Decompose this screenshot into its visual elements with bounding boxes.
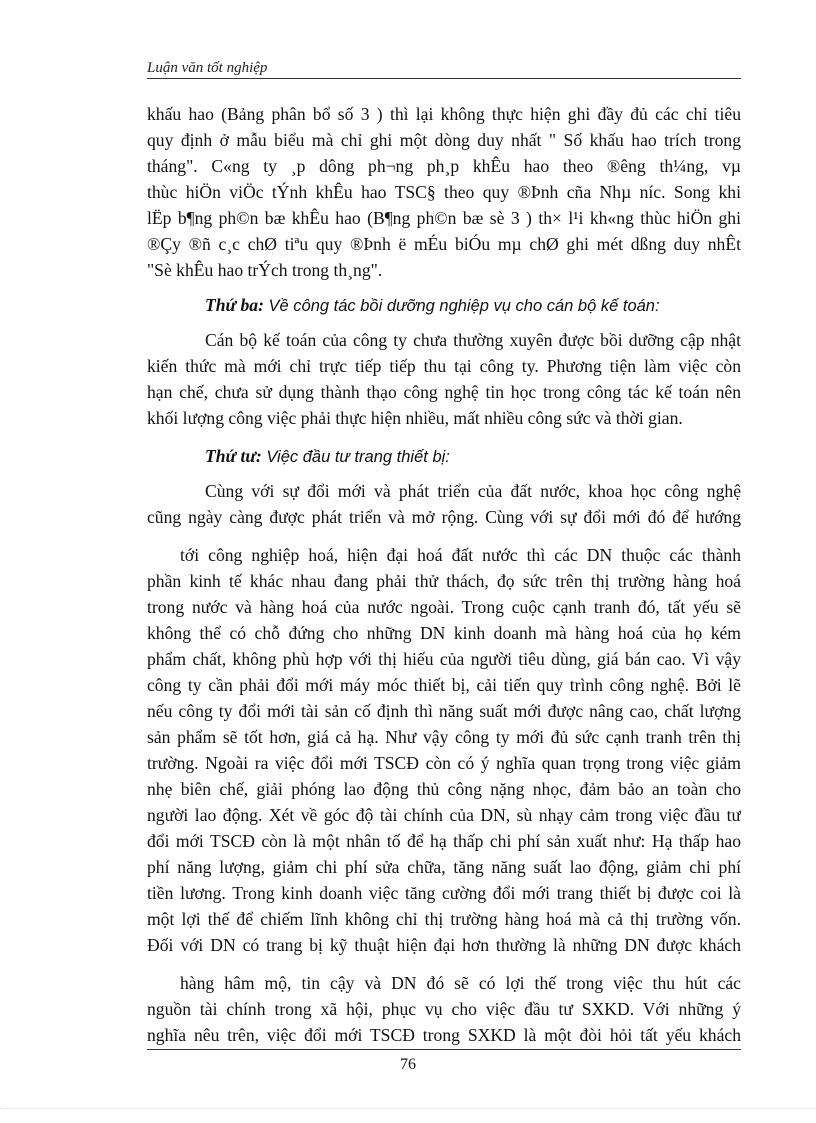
page-bottom-border — [0, 1108, 816, 1109]
body-line: quy định ở mẫu biểu mà chỉ ghi một dòng duy nhất " Số khấu hao trích trong — [147, 130, 741, 150]
body-line: phẩm chất, không phù hợp với thị hiếu của người tiêu dùng, giá bán cao. Vì vậy — [147, 649, 741, 669]
body-line: phí năng lượng, giảm chi phí sửa chữa, tăng năng suất lao động, giảm chi phí — [147, 857, 741, 877]
body-line: đổi mới TSCĐ còn là một nhân tố để hạ thấp chi phí sản xuất như: Hạ thấp hao — [147, 831, 741, 851]
body-line: nếu công ty đổi mới tài sản cố định thì năng suất mới được nâng cao, chất lượng — [147, 701, 741, 721]
body-line: hàng hâm mộ, tin cậy và DN đó sẽ có lợi thế trong việc thu hút các — [180, 973, 741, 993]
body-line: phần kinh tế khác nhau đang phải thử thách, đọ sức trên thị trường hàng hoá — [147, 571, 741, 591]
body-line: nghĩa nêu trên, việc đổi mới TSCĐ trong SXKD là một đòi hỏi tất yếu khách — [147, 1025, 741, 1045]
body-line: thùc hiÖn viÖc tÝnh khÊu hao TSC§ theo quy ®Þnh cña Nhµ níc. Song khi — [147, 182, 741, 202]
body-line: kiến thức mà mới chỉ trực tiếp tiếp thu tại công ty. Phương tiện làm việc còn — [147, 356, 741, 376]
body-line: nguồn tài chính trong xã hội, phục vụ cho việc đầu tư SXKD. Với những ý — [147, 999, 741, 1019]
body-line: cũng ngày càng được phát triển và mở rộng. Cùng với sự đổi mới đó để hướng — [147, 507, 741, 527]
body-line: không thể có chỗ đứng cho những DN kinh doanh mà hàng hoá của họ kém — [147, 623, 741, 643]
body-line: "Sè khÊu hao trÝch trong th¸ng". — [147, 260, 383, 280]
body-line: sản phẩm sẽ tốt hơn, giá cả hạ. Như vậy công ty mới đủ sức cạnh tranh trên thị — [147, 727, 741, 747]
body-line: công ty cần phải đổi mới máy móc thiết bị, cải tiến quy trình công nghệ. Bởi lẽ — [147, 675, 741, 695]
body-line: tiền lương. Trong kinh doanh việc tăng cường đổi mới trang thiết bị được coi là — [147, 883, 741, 903]
section-title: Việc đầu tư trang thiết bị: — [261, 448, 450, 466]
body-line: tháng". C«ng ty ¸p dông ph¬ng ph¸p khÊu hao theo ®êng th¼ng, vµ — [147, 156, 741, 176]
body-line: Cùng với sự đổi mới và phát triển của đất nước, khoa học công nghệ — [205, 481, 741, 501]
footer-divider — [147, 1049, 741, 1050]
body-line: người lao động. Xét về góc độ tài chính của DN, sù nhạy cảm trong việc đầu tư — [147, 805, 741, 825]
section-heading-4 — [147, 443, 741, 470]
section-label: Thứ tư: — [205, 446, 262, 466]
section-label: Thứ ba: — [205, 295, 264, 315]
body-line: Cán bộ kế toán của công ty chưa thường xuyên được bồi dưỡng cập nhật — [205, 330, 741, 350]
body-line: khối lượng công việc phải thực hiện nhiều, mất nhiều công sức và thời gian. — [147, 408, 683, 428]
body-line: lËp b¶ng ph©n bæ khÊu hao (B¶ng ph©n bæ sè 3 ) th× l¹i kh«ng thùc hiÖn ghi — [147, 208, 741, 228]
body-line: hạn chế, chưa sử dụng thành thạo công nghệ tin học trong công tác kế toán nên — [147, 382, 741, 402]
body-line: nhẹ biên chế, giải phóng lao động thủ công nặng nhọc, đảm bảo an toàn cho — [147, 779, 741, 799]
body-line: một lợi thế để chiếm lĩnh không chỉ thị trường hàng hoá mà cả thị trường vốn. — [147, 909, 741, 929]
running-header: Luận văn tốt nghiệp — [147, 60, 268, 76]
header-divider — [147, 78, 741, 79]
body-line: tới công nghiệp hoá, hiện đại hoá đất nước thì các DN thuộc các thành — [180, 545, 741, 565]
body-line: trường. Ngoài ra việc đổi mới TSCĐ còn có ý nghĩa quan trọng trong việc giảm — [147, 753, 741, 773]
section-title: Về công tác bồi dưỡng nghiệp vụ cho cán bộ kế toán: — [263, 297, 660, 315]
section-heading-3 — [147, 292, 741, 319]
body-line: trong nước và hàng hoá của nước ngoài. Trong cuộc cạnh tranh đó, tất yếu sẽ — [147, 597, 741, 617]
body-line: ®Çy ®ñ c¸c chØ tiªu quy ®Þnh ë mÉu biÓu mµ chØ ghi mét dßng duy nhÊt — [147, 234, 741, 254]
body-line: Đối với DN có trang bị kỹ thuật hiện đại hơn thường là những DN được khách — [147, 935, 741, 955]
body-line: khấu hao (Bảng phân bổ số 3 ) thì lại không thực hiện ghi đầy đủ các chỉ tiêu — [147, 104, 741, 124]
page-number: 76 — [400, 1056, 416, 1073]
